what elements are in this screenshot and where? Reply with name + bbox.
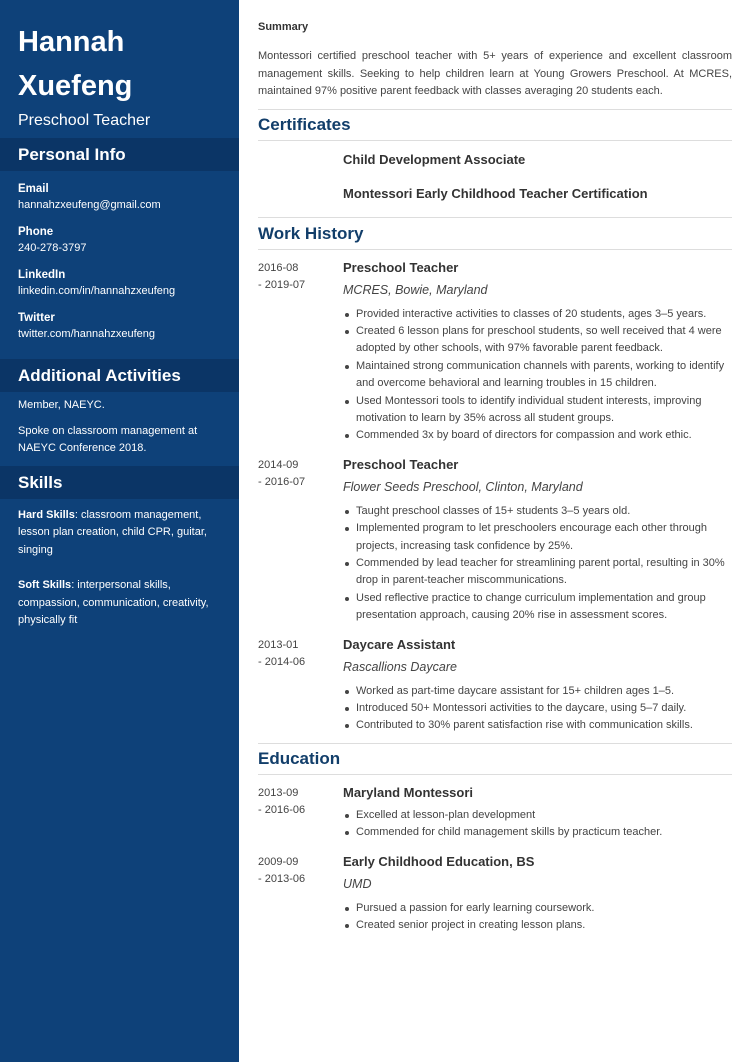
last-name: Xuefeng	[18, 70, 133, 102]
personal-info-heading: Personal Info	[0, 138, 239, 171]
bullet-item: Created 6 lesson plans for preschool students, so well received that 4 were adopted by other schools, with 97% favorable parent feedback.	[343, 323, 732, 358]
end-date: - 2013-06	[258, 872, 306, 885]
entry-title: Early Childhood Education, BS	[343, 853, 535, 869]
bullet-list	[343, 306, 732, 445]
divider	[258, 140, 732, 141]
job-title: Preschool Teacher	[18, 112, 151, 129]
bullet-list	[343, 807, 732, 842]
date-range	[258, 258, 343, 445]
date-range	[258, 783, 343, 842]
divider	[258, 774, 732, 775]
bullet-list	[343, 683, 732, 735]
bullet-item: Commended by lead teacher for streamlining parent portal, resulting in 30% drop in parent-teacher miscommunications.	[343, 555, 732, 590]
entry-body	[343, 455, 732, 625]
start-date: 2013-09	[258, 786, 299, 799]
bullet-item: Contributed to 30% parent satisfaction rise with communication skills.	[343, 717, 732, 734]
hard-skills-label: Hard Skills	[18, 508, 75, 521]
end-date: - 2016-07	[258, 475, 306, 488]
main-content	[258, 0, 732, 934]
email-value[interactable]: hannahzxeufeng@gmail.com	[18, 199, 161, 211]
entry-body	[343, 783, 732, 842]
education-entry	[258, 852, 732, 935]
bullet-item: Commended 3x by board of directors for compassion and work ethic.	[343, 427, 732, 444]
certificate-item: Montessori Early Childhood Teacher Certification	[343, 185, 648, 201]
end-date: - 2016-06	[258, 803, 306, 816]
soft-skills-label: Soft Skills	[18, 579, 72, 591]
work-list	[258, 258, 732, 735]
end-date: - 2019-07	[258, 278, 306, 291]
bullet-item: Used reflective practice to change curriculum implementation and group presentation approach, causing 20% rise in assessment scores.	[343, 590, 732, 625]
activity-item: Spoke on classroom management at NAEYC Conference 2018.	[18, 424, 198, 454]
entry-title: Daycare Assistant	[343, 636, 456, 652]
skills-heading: Skills	[0, 466, 239, 499]
linkedin-value[interactable]: linkedin.com/in/hannahzxeufeng	[18, 285, 176, 297]
first-name: Hannah	[18, 26, 125, 58]
hard-skills-value: : classroom management, lesson plan creation, child CPR, guitar, singing	[18, 508, 207, 556]
entry-organization: Flower Seeds Preschool, Clinton, Maryland	[343, 479, 583, 494]
start-date: 2013-01	[258, 638, 299, 651]
start-date: 2016-08	[258, 261, 299, 274]
education-heading: Education	[258, 748, 341, 768]
bullet-item: Implemented program to let preschoolers encourage each other through projects, increasing task confidence by 25%.	[343, 520, 732, 555]
activity-item: Member, NAEYC.	[18, 399, 105, 411]
divider	[258, 217, 732, 218]
contact-list	[0, 181, 239, 343]
twitter-value[interactable]: twitter.com/hannahzxeufeng	[18, 328, 155, 340]
bullet-item: Used Montessori tools to identify individual student interests, improving motivation to learn by 35% across all student groups.	[343, 393, 732, 428]
candidate-name	[0, 0, 239, 108]
bullet-item: Worked as part-time daycare assistant for 15+ children ages 1–5.	[343, 683, 732, 700]
bullet-item: Excelled at lesson-plan development	[343, 807, 732, 824]
end-date: - 2014-06	[258, 655, 306, 668]
start-date: 2009-09	[258, 855, 299, 868]
date-range	[258, 852, 343, 935]
work-entry	[258, 455, 732, 625]
entry-organization: Rascallions Daycare	[343, 659, 457, 674]
soft-skills-value: : interpersonal skills, compassion, communication, creativity, physically fit	[18, 579, 209, 626]
entry-title: Preschool Teacher	[343, 456, 459, 472]
work-history-heading: Work History	[258, 223, 364, 243]
entry-organization: MCRES, Bowie, Maryland	[343, 282, 488, 297]
sidebar	[0, 0, 239, 1062]
date-range	[258, 455, 343, 625]
bullet-item: Pursued a passion for early learning coursework.	[343, 900, 732, 917]
entry-body	[343, 635, 732, 735]
bullet-item: Taught preschool classes of 15+ students 3–5 years old.	[343, 503, 732, 520]
certificates-heading: Certificates	[258, 114, 351, 134]
work-entry	[258, 635, 732, 735]
divider	[258, 249, 732, 250]
bullet-item: Maintained strong communication channels with parents, working to identify and overcome behavioral and learning troubles in 15 children.	[343, 358, 732, 393]
summary-label: Summary	[258, 21, 309, 33]
bullet-item: Introduced 50+ Montessori activities to the daycare, using 5–7 daily.	[343, 700, 732, 717]
activities-heading: Additional Activities	[0, 359, 239, 392]
education-list	[258, 783, 732, 935]
linkedin-label: LinkedIn	[18, 269, 66, 281]
certificate-item: Child Development Associate	[343, 151, 526, 167]
twitter-label: Twitter	[18, 312, 55, 324]
bullet-item: Commended for child management skills by practicum teacher.	[343, 824, 732, 841]
hard-skills	[0, 507, 239, 560]
education-entry	[258, 783, 732, 842]
phone-label: Phone	[18, 226, 54, 238]
email-label: Email	[18, 183, 49, 195]
entry-body	[343, 258, 732, 445]
entry-organization: UMD	[343, 876, 372, 891]
entry-title: Maryland Montessori	[343, 784, 474, 800]
entry-title: Preschool Teacher	[343, 259, 459, 275]
work-entry	[258, 258, 732, 445]
phone-value: 240-278-3797	[18, 242, 87, 254]
soft-skills	[0, 577, 239, 630]
summary-text: Montessori certified preschool teacher with 5+ years of experience and excellent classroom management skills. Seeking to help children learn at Young Growers Preschool. At MCRES, maintained 97% positive parent feedback with classes averaging 20 students each.	[258, 50, 732, 97]
start-date: 2014-09	[258, 458, 299, 471]
bullet-list	[343, 900, 732, 935]
entry-body	[343, 852, 732, 935]
bullet-list	[343, 503, 732, 625]
date-range	[258, 635, 343, 735]
bullet-item: Created senior project in creating lesson plans.	[343, 917, 732, 934]
bullet-item: Provided interactive activities to classes of 20 students, ages 3–5 years.	[343, 306, 732, 323]
